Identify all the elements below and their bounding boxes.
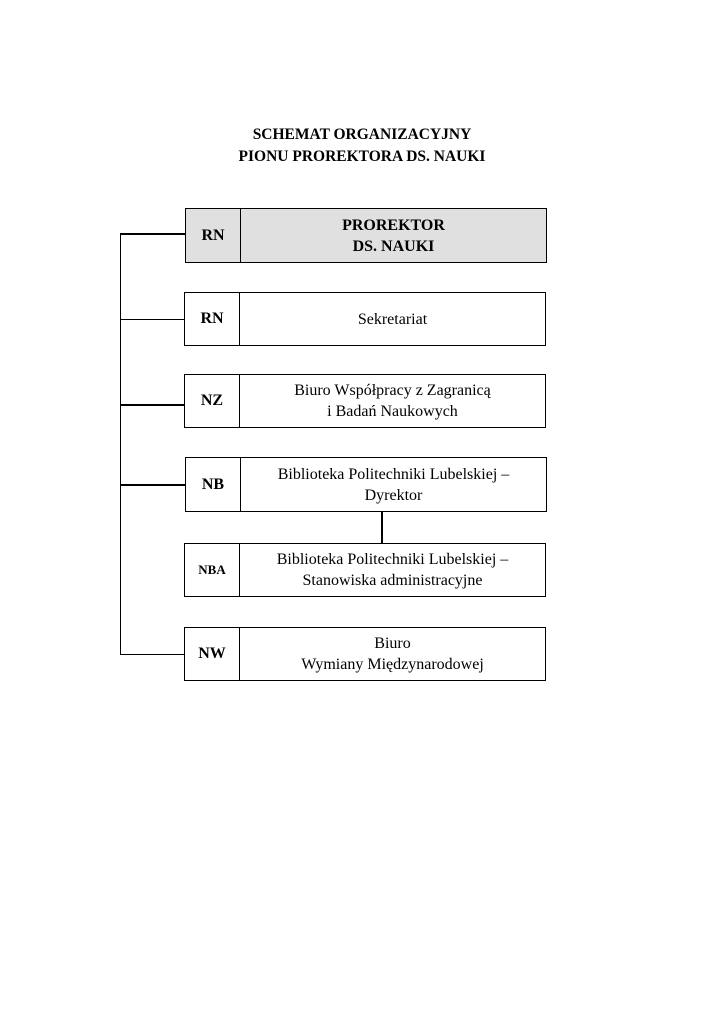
unit-label-line: Biuro [374,635,411,652]
unit-label-line: i Badań Naukowych [327,403,458,420]
unit-label-line: Sekretariat [357,310,428,328]
unit-code: NZ [185,375,240,427]
unit-box-sekretariat [184,292,546,346]
unit-label [240,375,545,427]
unit-label [240,293,545,345]
connector-nw [120,654,185,655]
unit-box-prorektor [185,208,547,263]
unit-label [241,458,546,511]
connector-nb-nba [381,511,383,543]
unit-label-line: Biblioteka Politechniki Lubelskiej – [276,551,509,568]
unit-code: RN [185,293,240,345]
unit-box-biblioteka-dyrektor [185,457,547,512]
left-trunk-line [120,233,121,655]
unit-label-line: Biuro Współpracy z Zagranicą [294,382,491,399]
unit-label-line: Stanowiska administracyjne [302,572,483,589]
unit-code: NBA [185,544,240,596]
unit-label [240,544,545,596]
diagram-title [0,124,724,168]
unit-label-line: DS. NAUKI [352,237,435,255]
connector-nb [120,484,186,486]
unit-label [241,209,546,262]
title-line-2: PIONU PROREKTORA DS. NAUKI [238,148,486,165]
unit-box-biblioteka-stanowiska [184,543,546,597]
connector-sekretariat [120,319,185,320]
unit-box-biuro-wspolpracy [184,374,546,428]
unit-label-line: Dyrektor [364,486,423,504]
unit-label-line: Biblioteka Politechniki Lubelskiej – [277,465,510,483]
unit-code: NW [185,628,240,680]
unit-label-line: PROREKTOR [342,216,445,234]
unit-code: NB [186,458,241,511]
title-line-1: SCHEMAT ORGANIZACYJNY [252,126,472,143]
unit-label [240,628,545,680]
unit-code: RN [186,209,241,262]
connector-nz [120,404,185,406]
connector-head [120,233,186,235]
unit-label-line: Wymiany Międzynarodowej [301,656,484,673]
unit-box-biuro-wymiany [184,627,546,681]
